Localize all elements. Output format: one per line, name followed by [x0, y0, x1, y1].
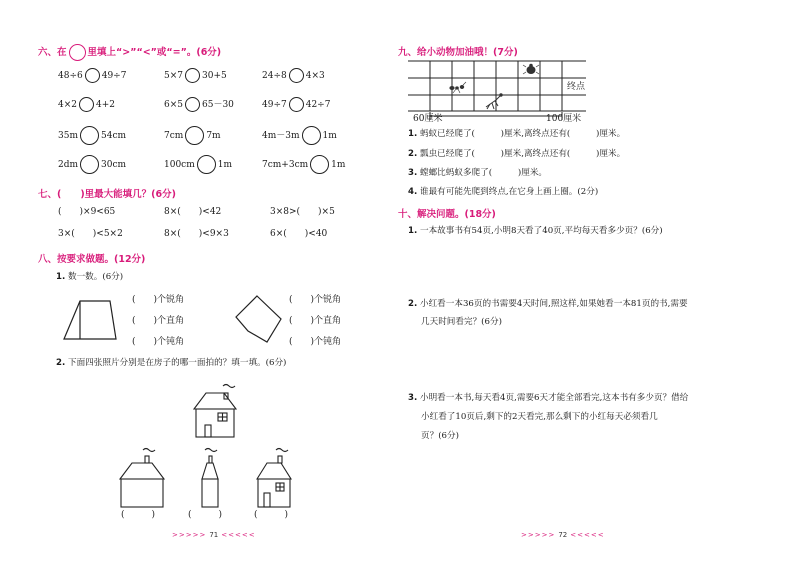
- fig2-right-label: ( )个直角: [289, 316, 342, 326]
- s7-item-1-2: 8×( )<42: [164, 207, 222, 217]
- right-expression: 7m: [206, 131, 221, 141]
- left-expression: 5×7: [164, 71, 183, 81]
- page-number-left: >>>>> 71 <<<<<: [172, 531, 256, 539]
- s9-question-4: 4. 谁最有可能先爬到终点,在它身上画上圈。(2分): [408, 187, 599, 197]
- s8-question-2: 2. 下面四张照片分别是在房子的哪一面拍的？填一填。(6分): [56, 358, 287, 368]
- right-expression: 1m: [322, 131, 337, 141]
- fig1-acute-label: ( )个锐角: [132, 295, 185, 305]
- s9-question-2: 2. 瓢虫已经爬了( )厘米,离终点还有( )厘米。: [408, 149, 626, 159]
- mantis-icon[interactable]: [486, 94, 502, 109]
- s7-item-2-1: 3×( )<5×2: [58, 229, 123, 239]
- ladybug-icon[interactable]: [523, 64, 539, 74]
- section-8-title: 八、按要求做题。(12分): [38, 254, 146, 265]
- page-number-right: >>>>> 72 <<<<<: [521, 531, 605, 539]
- s10-question-1: 1. 一本故事书有54页,小明8天看了40页,平均每天看多少页？(6分): [408, 226, 663, 236]
- fig1-obtuse-label: ( )个钝角: [132, 337, 185, 347]
- fig2-obtuse-label: ( )个钝角: [289, 337, 342, 347]
- left-expression: 4×2: [58, 100, 77, 110]
- left-expression: 48÷6: [58, 71, 83, 81]
- section-10-title: 十、解决问题。(18分): [398, 209, 496, 220]
- right-expression: 4×3: [305, 71, 325, 81]
- right-expression: 54cm: [101, 131, 127, 141]
- s10-question-3-line-3: 页？(6分): [421, 431, 459, 441]
- s7-item-2-2: 8×( )<9×3: [164, 229, 229, 239]
- s9-question-1: 1. 蚂蚁已经爬了( )厘米,离终点还有( )厘米。: [408, 129, 626, 139]
- s10-question-3-line-2: 小红看了10页后,剩下的2天看完,那么剩下的小红每天必须看几: [421, 412, 658, 422]
- scale-label-100cm: 100厘米: [546, 114, 582, 124]
- answer-blank-2[interactable]: ( ): [188, 510, 223, 520]
- s7-item-2-3: 6×( )<40: [270, 229, 328, 239]
- s9-question-3: 3. 螳螂比蚂蚁多爬了( )厘米。: [408, 168, 548, 178]
- section-9-title: 九、给小动物加油哦！(7分): [398, 47, 518, 58]
- left-expression: 24÷8: [262, 71, 287, 81]
- s10-question-2-line-2: 几天时间看完？(6分): [421, 317, 502, 327]
- left-expression: 100cm: [164, 160, 195, 170]
- right-expression: 42÷7: [305, 100, 331, 110]
- right-expression: 1m: [217, 160, 233, 170]
- right-expression: 65－30: [202, 100, 234, 110]
- section-7-title: 七、( )里最大能填几？(6分): [38, 189, 176, 200]
- scale-label-60cm: 60厘米: [413, 114, 443, 124]
- left-expression: 35m: [58, 131, 78, 141]
- right-expression: 1m: [331, 160, 346, 170]
- left-expression: 7cm: [164, 131, 184, 141]
- answer-blank-3[interactable]: ( ): [254, 510, 289, 520]
- right-expression: 49÷7: [101, 71, 127, 81]
- s7-item-1-1: ( )×9<65: [58, 207, 116, 217]
- left-expression: 6×5: [164, 100, 183, 110]
- s8-question-1: 1. 数一数。(6分): [56, 272, 124, 282]
- left-expression: 7cm+3cm: [262, 160, 309, 170]
- section-6-title: 六、在 里填上“>”“<”或“=”。(6分): [38, 44, 221, 61]
- left-expression: 4m－3m: [262, 131, 300, 141]
- right-expression: 4+2: [96, 100, 115, 110]
- answer-blank-1[interactable]: ( ): [121, 510, 156, 520]
- right-expression: 30+5: [202, 71, 227, 81]
- fig2-acute-label: ( )个锐角: [289, 295, 342, 305]
- fig1-right-label: ( )个直角: [132, 316, 185, 326]
- s7-item-1-3: 3×8>( )×5: [270, 207, 335, 217]
- right-expression: 30cm: [101, 160, 127, 170]
- left-expression: 2dm: [58, 160, 79, 170]
- left-expression: 49÷7: [262, 100, 287, 110]
- s10-question-2-line-1: 2. 小红看一本36页的书需要4天时间,照这样,如果她看一本81页的书,需要: [408, 299, 688, 309]
- s10-question-3-line-1: 3. 小明看一本书,每天看4页,需要6天才能全部看完,这本书有多少页？借给: [408, 393, 689, 403]
- finish-label: 终点: [567, 82, 586, 92]
